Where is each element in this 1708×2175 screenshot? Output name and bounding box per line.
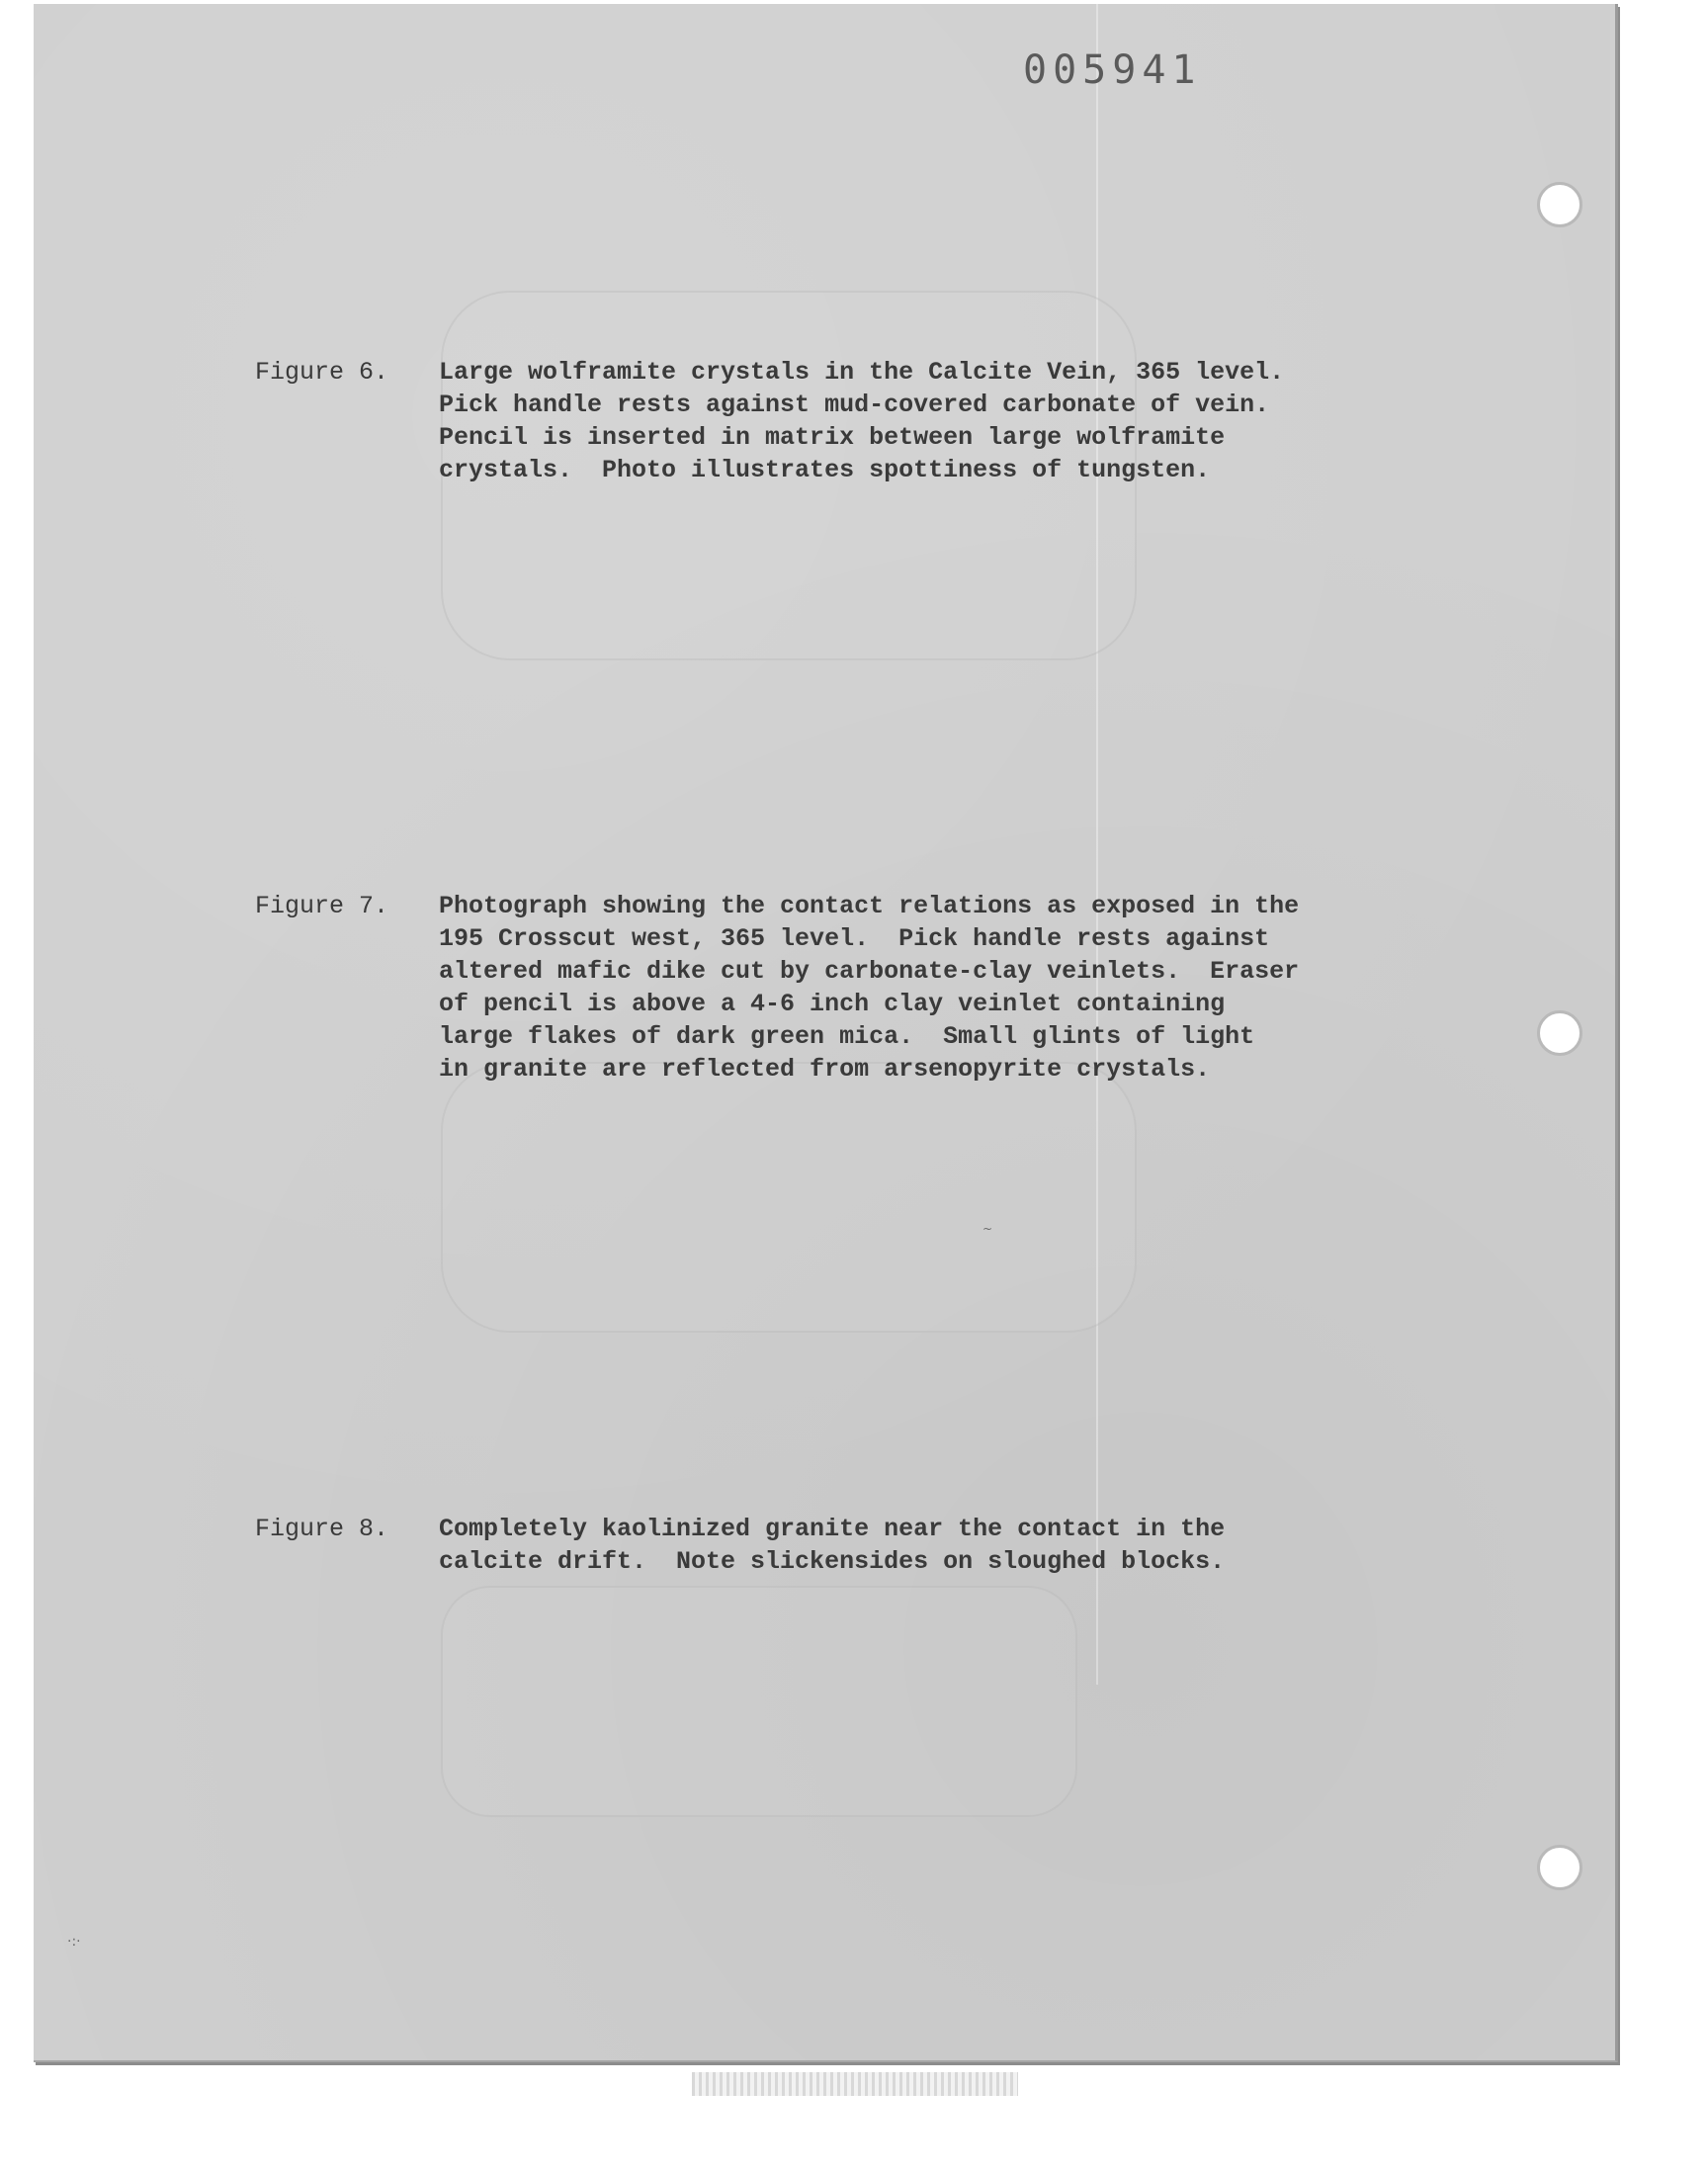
fold-line [1096,4,1098,1685]
caption-text [439,356,1284,486]
caption-line: altered mafic dike cut by carbonate-clay veinlets. Eraser [439,957,1300,986]
punch-hole [1537,1845,1582,1890]
caption-line: crystals. Photo illustrates spottiness of tungsten. [439,456,1211,484]
caption-text [439,890,1299,1086]
caption-line: Completely kaolinized granite near the contact in the [439,1515,1226,1543]
paper-speck: ·:· [67,1934,81,1950]
caption-line: calcite drift. Note slickensides on sloughed blocks. [439,1547,1226,1576]
figure-label: Figure 7. [255,892,389,920]
bleed-through-photo-outline [441,1586,1077,1817]
document-number: 005941 [1023,47,1202,93]
caption-line: Pencil is inserted in matrix between large wolframite [439,423,1226,452]
figure-caption [255,356,1491,486]
figure-label: Figure 8. [255,1515,389,1543]
figure-label: Figure 6. [255,358,389,387]
caption-line: in granite are reflected from arsenopyrite crystals. [439,1055,1211,1084]
caption-line: of pencil is above a 4-6 inch clay veinlet containing [439,990,1226,1018]
scan-artifact [692,2072,1018,2096]
caption-line: Photograph showing the contact relations as exposed in the [439,892,1300,920]
caption-text [439,1513,1225,1578]
figure-caption [255,890,1491,1086]
paper-speck: ~ [982,1222,993,1236]
caption-line: large flakes of dark green mica. Small glints of light [439,1022,1255,1051]
caption-line: 195 Crosscut west, 365 level. Pick handle rests against [439,924,1270,953]
figure-caption [255,1513,1491,1578]
bleed-through-photo-outline [441,1062,1137,1333]
punch-hole [1537,1010,1582,1056]
caption-line: Pick handle rests against mud-covered carbonate of vein. [439,391,1270,419]
punch-hole [1537,182,1582,227]
caption-line: Large wolframite crystals in the Calcite Vein, 365 level. [439,358,1285,387]
